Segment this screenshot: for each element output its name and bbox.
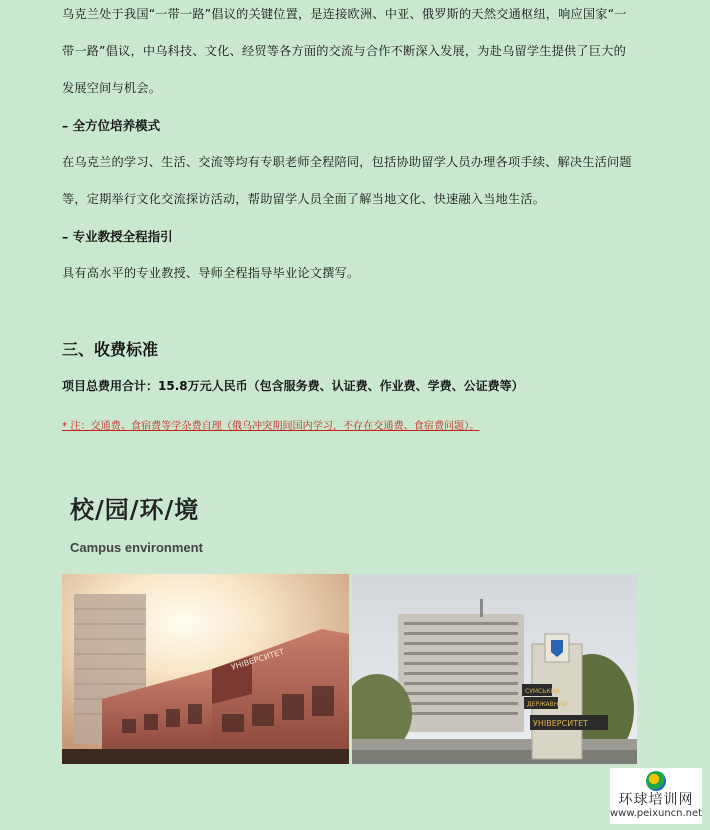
watermark-url: www.peixuncn.net xyxy=(610,808,703,819)
fees-total: 项目总费用合计：15.8万元人民币（包含服务费、认证费、作业费、学费、公证费等） xyxy=(62,379,524,393)
intro-line-3: 发展空间与机会。 xyxy=(62,81,162,95)
training-mode-line-1: 在乌克兰的学习、生活、交流等均有专职老师全程陪同，包括协助留学人员办理各项手续、解决生活问题 xyxy=(62,155,632,169)
professor-guidance-line-1: 具有高水平的专业教授、导师全程指导毕业论文撰写。 xyxy=(62,266,360,280)
site-watermark xyxy=(610,768,702,824)
campus-photo-building xyxy=(62,574,349,764)
campus-title: 校/园/环/境 xyxy=(70,495,200,524)
facade-sign-text: УНІВЕРСИТЕТ xyxy=(229,647,286,672)
intro-line-1: 乌克兰处于我国“一带一路”倡议的关键位置，是连接欧洲、中亚、俄罗斯的天然交通枢纽，响应国家“一 xyxy=(62,7,627,21)
section-title-professor-guidance: – 专业教授全程指引 xyxy=(62,229,173,244)
sign-line-2: ДЕРЖАВНИЙ xyxy=(527,701,568,708)
section-title-training-mode: – 全方位培养模式 xyxy=(62,118,161,133)
globe-logo-icon xyxy=(646,771,666,791)
intro-line-2: 带一路”倡议，中乌科技、文化、经贸等各方面的交流与合作不断深入发展，为赴乌留学生提供了巨大的 xyxy=(62,44,626,58)
campus-photo-entrance-sign xyxy=(352,574,637,764)
watermark-name: 环球培训网 xyxy=(618,792,694,808)
sign-line-1: СУМСЬКИЙ xyxy=(525,688,560,695)
sign-line-3: УНІВЕРСИТЕТ xyxy=(533,719,589,728)
fees-note: * 注：交通费、食宿费等学杂费自理（俄乌冲突期间国内学习，不存在交通费、食宿费问题）。 xyxy=(62,421,480,432)
training-mode-line-2: 等，定期举行文化交流探访活动，帮助留学人员全面了解当地文化、快速融入当地生活。 xyxy=(62,192,546,206)
fees-heading: 三、收费标准 xyxy=(62,340,159,359)
article-body xyxy=(62,0,652,432)
campus-subtitle: Campus environment xyxy=(70,540,203,555)
